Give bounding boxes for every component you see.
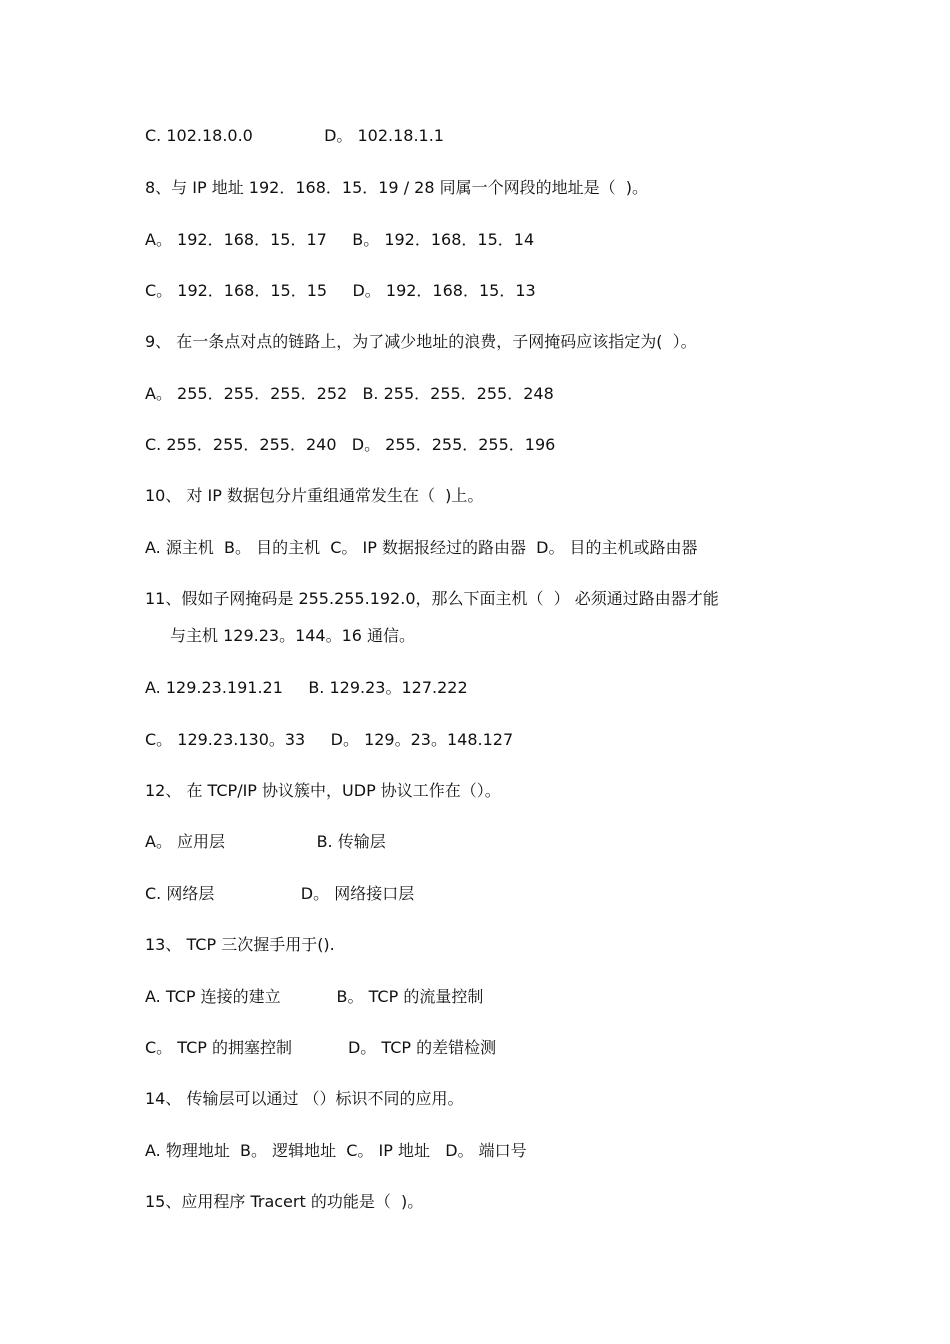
question-10: 10、 对 IP 数据包分片重组通常发生在（ )上。 (145, 486, 484, 505)
options-line-12cd: C. 网络层 D。 网络接口层 (145, 884, 415, 903)
question-14: 14、 传输层可以通过 （）标识不同的应用。 (145, 1089, 464, 1108)
options-line-9ab: A。 255．255．255．252 B. 255．255．255．248 (145, 384, 554, 403)
options-line-8cd: C。 192．168．15．15 D。 192．168．15．13 (145, 281, 536, 300)
question-11-continued: 与主机 129.23。144。16 通信。 (170, 626, 416, 645)
question-9: 9、 在一条点对点的链路上，为了减少地址的浪费，子网掩码应该指定为( ）。 (145, 332, 697, 351)
question-15: 15、应用程序 Tracert 的功能是（ )。 (145, 1192, 424, 1211)
options-line-9cd: C. 255．255．255．240 D。 255．255．255．196 (145, 435, 556, 454)
options-line-13cd: C。 TCP 的拥塞控制 D。 TCP 的差错检测 (145, 1038, 497, 1057)
options-line-11cd: C。 129.23.130。33 D。 129。23。148.127 (145, 730, 514, 749)
options-line-14: A. 物理地址 B。 逻辑地址 C。 IP 地址 D。 端口号 (145, 1141, 527, 1160)
options-line-7cd: C. 102.18.0.0 D。 102.18.1.1 (145, 126, 444, 145)
options-line-13ab: A. TCP 连接的建立 B。 TCP 的流量控制 (145, 987, 484, 1006)
question-8: 8、与 IP 地址 192．168．15．19 / 28 同属一个网段的地址是（ )。 (145, 178, 649, 197)
options-line-12ab: A。 应用层 B. 传输层 (145, 832, 386, 851)
options-line-8ab: A。 192．168．15．17 B。 192．168．15．14 (145, 230, 535, 249)
question-12: 12、 在 TCP/IP 协议簇中，UDP 协议工作在（）。 (145, 781, 501, 800)
question-11: 11、假如子网掩码是 255.255.192.0，那么下面主机（ ） 必须通过路由器才能 (145, 589, 719, 608)
options-line-10: A. 源主机 B。 目的主机 C。 IP 数据报经过的路由器 D。 目的主机或路由器 (145, 538, 698, 557)
question-13: 13、 TCP 三次握手用于(). (145, 935, 335, 954)
options-line-11ab: A. 129.23.191.21 B. 129.23。127.222 (145, 678, 468, 697)
